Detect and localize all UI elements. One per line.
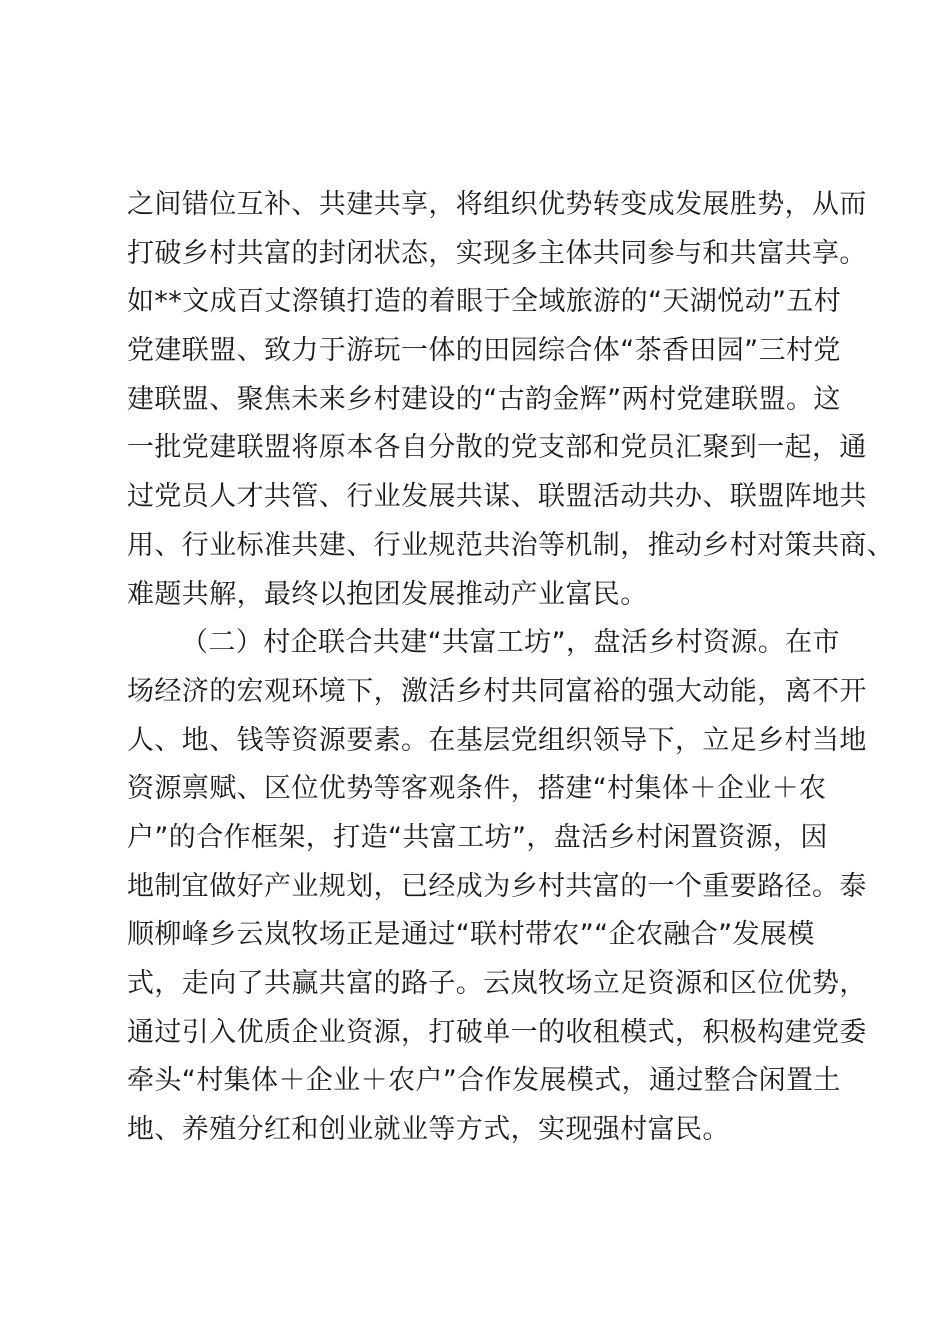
text-line: 户”的合作框架，打造“共富工坊”，盘活乡村闲置资源，因	[127, 821, 828, 853]
text-line: 人、地、钱等资源要素。在基层党组织领导下，立足乡村当地	[127, 724, 867, 756]
paragraph-2	[127, 619, 867, 1155]
text-line: 难题共解，最终以抱团发展推动产业富民。	[127, 578, 648, 610]
text-line: 如**文成百丈漈镇打造的着眼于全域旅游的“天湖悦动”五村	[127, 286, 842, 318]
text-line: 过党员人才共管、行业发展共谋、联盟活动共办、联盟阵地共	[127, 481, 867, 513]
text-line: 打破乡村共富的封闭状态，实现多主体共同参与和共富共享。	[127, 237, 867, 269]
section-heading-line: （二）村企联合共建“共富工坊”，盘活乡村资源。在市	[181, 627, 840, 659]
text-line: 场经济的宏观环境下，激活乡村共同富裕的强大动能，离不开	[127, 675, 867, 707]
text-line: 用、行业标准共建、行业规范共治等机制，推动乡村对策共商、	[127, 529, 895, 561]
text-line: 之间错位互补、共建共享，将组织优势转变成发展胜势，从而	[127, 189, 867, 220]
text-line: 一批党建联盟将原本各自分散的党支部和党员汇聚到一起，通	[127, 432, 867, 464]
text-line: 地制宜做好产业规划，已经成为乡村共富的一个重要路径。泰	[127, 870, 867, 902]
text-line: 党建联盟、致力于游玩一体的田园综合体“茶香田园”三村党	[127, 335, 841, 367]
body-text	[127, 181, 895, 1155]
paragraph-1	[127, 181, 895, 619]
text-line: 式，走向了共赢共富的路子。云岚牧场立足资源和区位优势，	[127, 968, 867, 999]
text-line: 建联盟、聚焦未来乡村建设的“古韵金辉”两村党建联盟。这	[127, 383, 841, 415]
text-line: 牵头“村集体＋企业＋农户”合作发展模式，通过整合闲置土	[127, 1065, 841, 1097]
text-line: 地、养殖分红和创业就业等方式，实现强村富民。	[127, 1114, 730, 1146]
text-line: 顺柳峰乡云岚牧场正是通过“联村带农”“企农融合”发展模	[127, 919, 815, 951]
text-line: 资源禀赋、区位优势等客观条件，搭建“村集体＋企业＋农	[127, 773, 827, 805]
text-line: 通过引入优质企业资源，打破单一的收租模式，积极构建党委	[127, 1016, 867, 1048]
